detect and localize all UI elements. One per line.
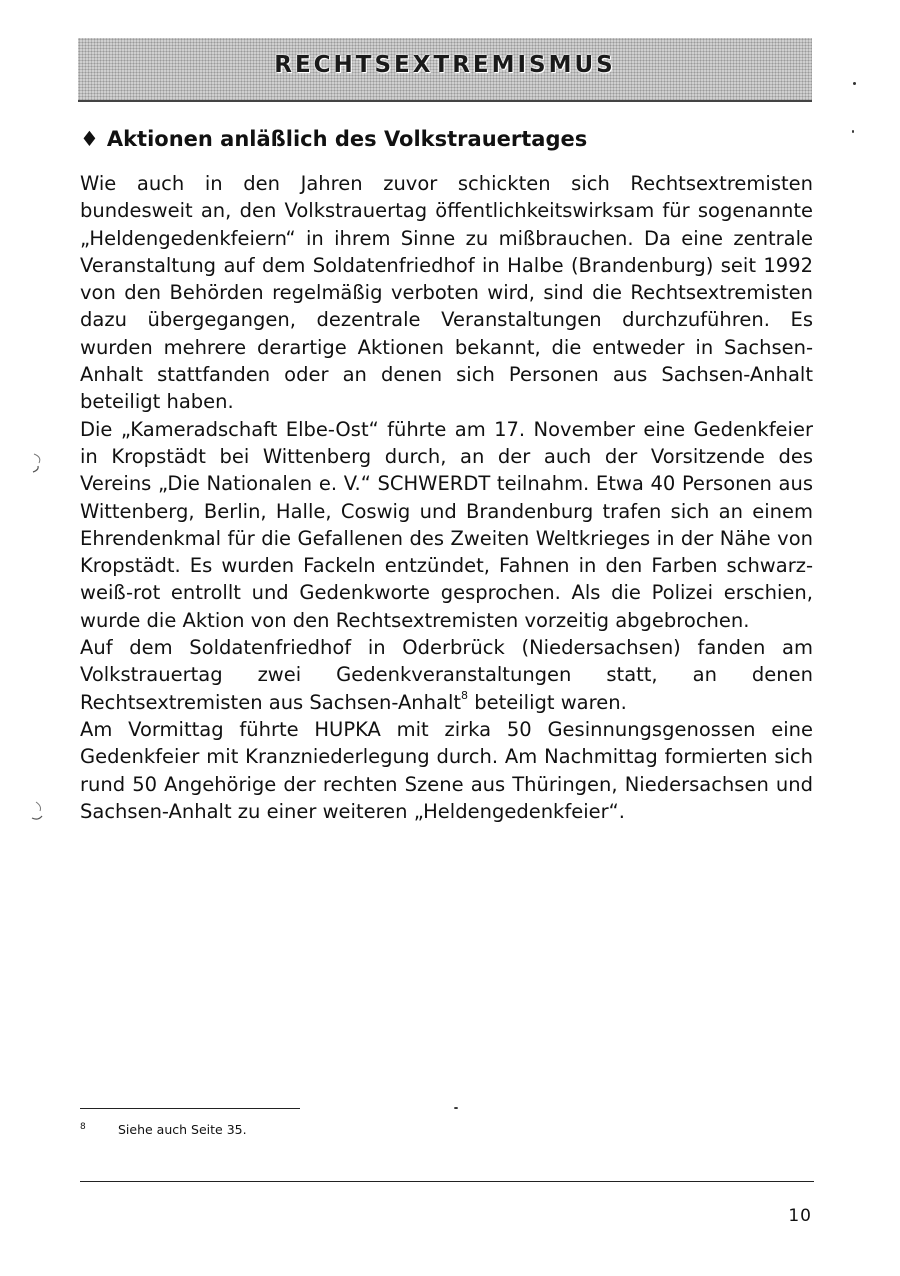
paragraph-3-text: Auf dem Soldatenfriedhof in Oderbrück (Niedersachsen) fanden am Volkstrauertag zwei Gedenkveranstaltungen statt, an denen Rechtsextremisten aus Sachsen-Anhalt bbox=[80, 636, 813, 714]
paragraph-3-text-end: beteiligt waren. bbox=[468, 690, 627, 714]
header-title: RECHTSEXTREMISMUS bbox=[274, 52, 616, 78]
paragraph-4: Am Vormittag führte HUPKA mit zirka 50 Gesinnungsgenossen eine Gedenkfeier mit Kranzniederlegung durch. Am Nachmittag formierten sich rund 50 Angehörige der rechten Szene aus Thüringen, Niedersachsen und Sachsen-Anhalt zu einer weiteren „Heldengedenkfeier“. bbox=[80, 717, 813, 823]
section-heading bbox=[80, 124, 820, 154]
header-band bbox=[78, 38, 812, 102]
page-number: 10 bbox=[788, 1206, 812, 1226]
section-heading-text: Aktionen anläßlich des Volkstrauertages bbox=[106, 127, 588, 151]
footnote-reference: 8 bbox=[461, 689, 469, 703]
punch-hole-mark-icon bbox=[30, 800, 44, 822]
punch-hole-mark-icon bbox=[30, 452, 44, 474]
footnote-divider bbox=[80, 1108, 300, 1109]
paragraph-1: Wie auch in den Jahren zuvor schickten sich Rechtsextremisten bundesweit an, den Volkstrauertag öffentlichkeitswirksam für sogenannte „Heldengedenkfeiern“ in ihrem Sinne zu mißbrauchen. Da eine zentrale Veranstaltung auf dem Soldatenfriedhof in Halbe (Brandenburg) seit 1992 von den Behörden regelmäßig verboten wird, sind die Rechtsextremisten dazu übergegangen, dezentrale Veranstaltungen durchzuführen. Es wurden mehrere derartige Aktionen bekannt, die entweder in Sachsen-Anhalt stattfanden oder an denen sich Personen aus Sachsen-Anhalt beteiligt haben. bbox=[80, 172, 813, 414]
footnote-text: Siehe auch Seite 35. bbox=[118, 1122, 247, 1137]
bottom-divider bbox=[80, 1181, 814, 1182]
scan-speck bbox=[454, 1107, 458, 1109]
footnote bbox=[80, 1121, 247, 1141]
body-text bbox=[80, 170, 813, 825]
scan-speck bbox=[852, 130, 854, 133]
paragraph-2: Die „Kameradschaft Elbe-Ost“ führte am 17. November eine Gedenkfeier in Kropstädt bei Wittenberg durch, an der auch der Vorsitzende des Vereins „Die Nationalen e. V.“ SCHWERDT teilnahm. Etwa 40 Personen aus Wittenberg, Berlin, Halle, Coswig und Brandenburg trafen sich an einem Ehrendenkmal für die Gefallenen des Zweiten Weltkrieges in der Nähe von Kropstädt. Es wurden Fackeln entzündet, Fahnen in den Farben schwarz-weiß-rot entrollt und Gedenkworte gesprochen. Als die Polizei erschien, wurde die Aktion von den Rechtsextremisten vorzeitig abgebrochen. bbox=[80, 417, 813, 632]
footnote-mark: 8 bbox=[80, 1122, 86, 1132]
diamond-bullet-icon: ♦ bbox=[80, 127, 99, 151]
scan-speck bbox=[853, 82, 856, 85]
paragraph-3 bbox=[80, 634, 813, 716]
